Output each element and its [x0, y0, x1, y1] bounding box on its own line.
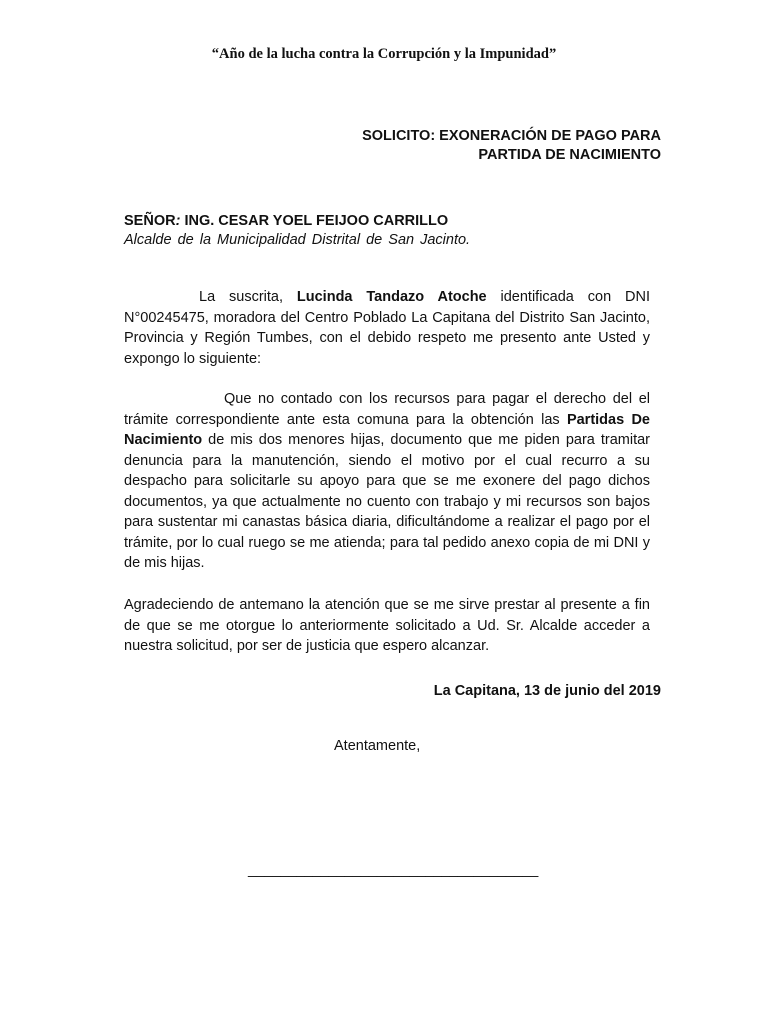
addressee-title: Alcalde de la Municipalidad Distrital de San Jacinto.: [124, 232, 471, 248]
paragraph-intro: [124, 287, 650, 369]
addressee-prefix: SEÑOR: [124, 213, 176, 229]
signature-line: ____________________________________: [248, 862, 539, 878]
paragraph-request: [124, 389, 650, 574]
paragraph-intro-start: La suscrita,: [199, 289, 297, 305]
addressee-block: [124, 212, 470, 250]
paragraph-intro-rest: identificada con DNI N°00245475, moradora del Centro Poblado La Capitana del Distrito San Jacinto, Provincia y Región Tumbes, con el debido respeto me presento ante Usted y expongo lo siguiente:: [124, 289, 651, 367]
document-motto: “Año de la lucha contra la Corrupción y la Impunidad”: [211, 46, 557, 62]
applicant-name: Lucinda Tandazo Atoche: [296, 289, 487, 305]
paragraph-closing: Agradeciendo de antemano la atención que se me sirve prestar al presente a fin de que se me otorgue lo anteriormente solicitado a Ud. Sr. Alcalde acceder a nuestra solicitud, por ser de justicia que espero alcanzar.: [124, 597, 650, 654]
addressee-colon: :: [175, 213, 181, 229]
paragraph-request-bold: Partidas De Nacimiento: [124, 411, 650, 448]
addressee-name: [124, 212, 470, 231]
paragraph-request-part1: Que no contado con los recursos para pagar el derecho del el trámite correspondiente ante esta comuna para la obtención las: [124, 391, 650, 428]
place-date: La Capitana, 13 de junio del 2019: [433, 683, 661, 699]
addressee-fullname: ING. CESAR YOEL FEIJOO CARRILLO: [180, 213, 449, 229]
subject-line-1: SOLICITO: EXONERACIÓN DE PAGO PARA: [362, 128, 661, 144]
paragraph-request-part2: de mis dos menores hijas, documento que me piden para tramitar denuncia para la manutención, siendo el motivo por el cual recurro a su despacho para solicitarle su apoyo para que se me exonere del pago dichos documentos, ya que actualmente no cuento con trabajo y mi recursos son bajos para sustentar mi canastas básica diaria, dificultándome a realizar el pago por el trámite, por lo cual ruego se me atienda; para tal pedido anexo copia de mi DNI y de mis hijas.: [124, 432, 650, 571]
closing-salutation: Atentamente,: [334, 738, 421, 754]
subject-block: [362, 127, 661, 165]
subject-line-2: PARTIDA DE NACIMIENTO: [478, 147, 661, 163]
